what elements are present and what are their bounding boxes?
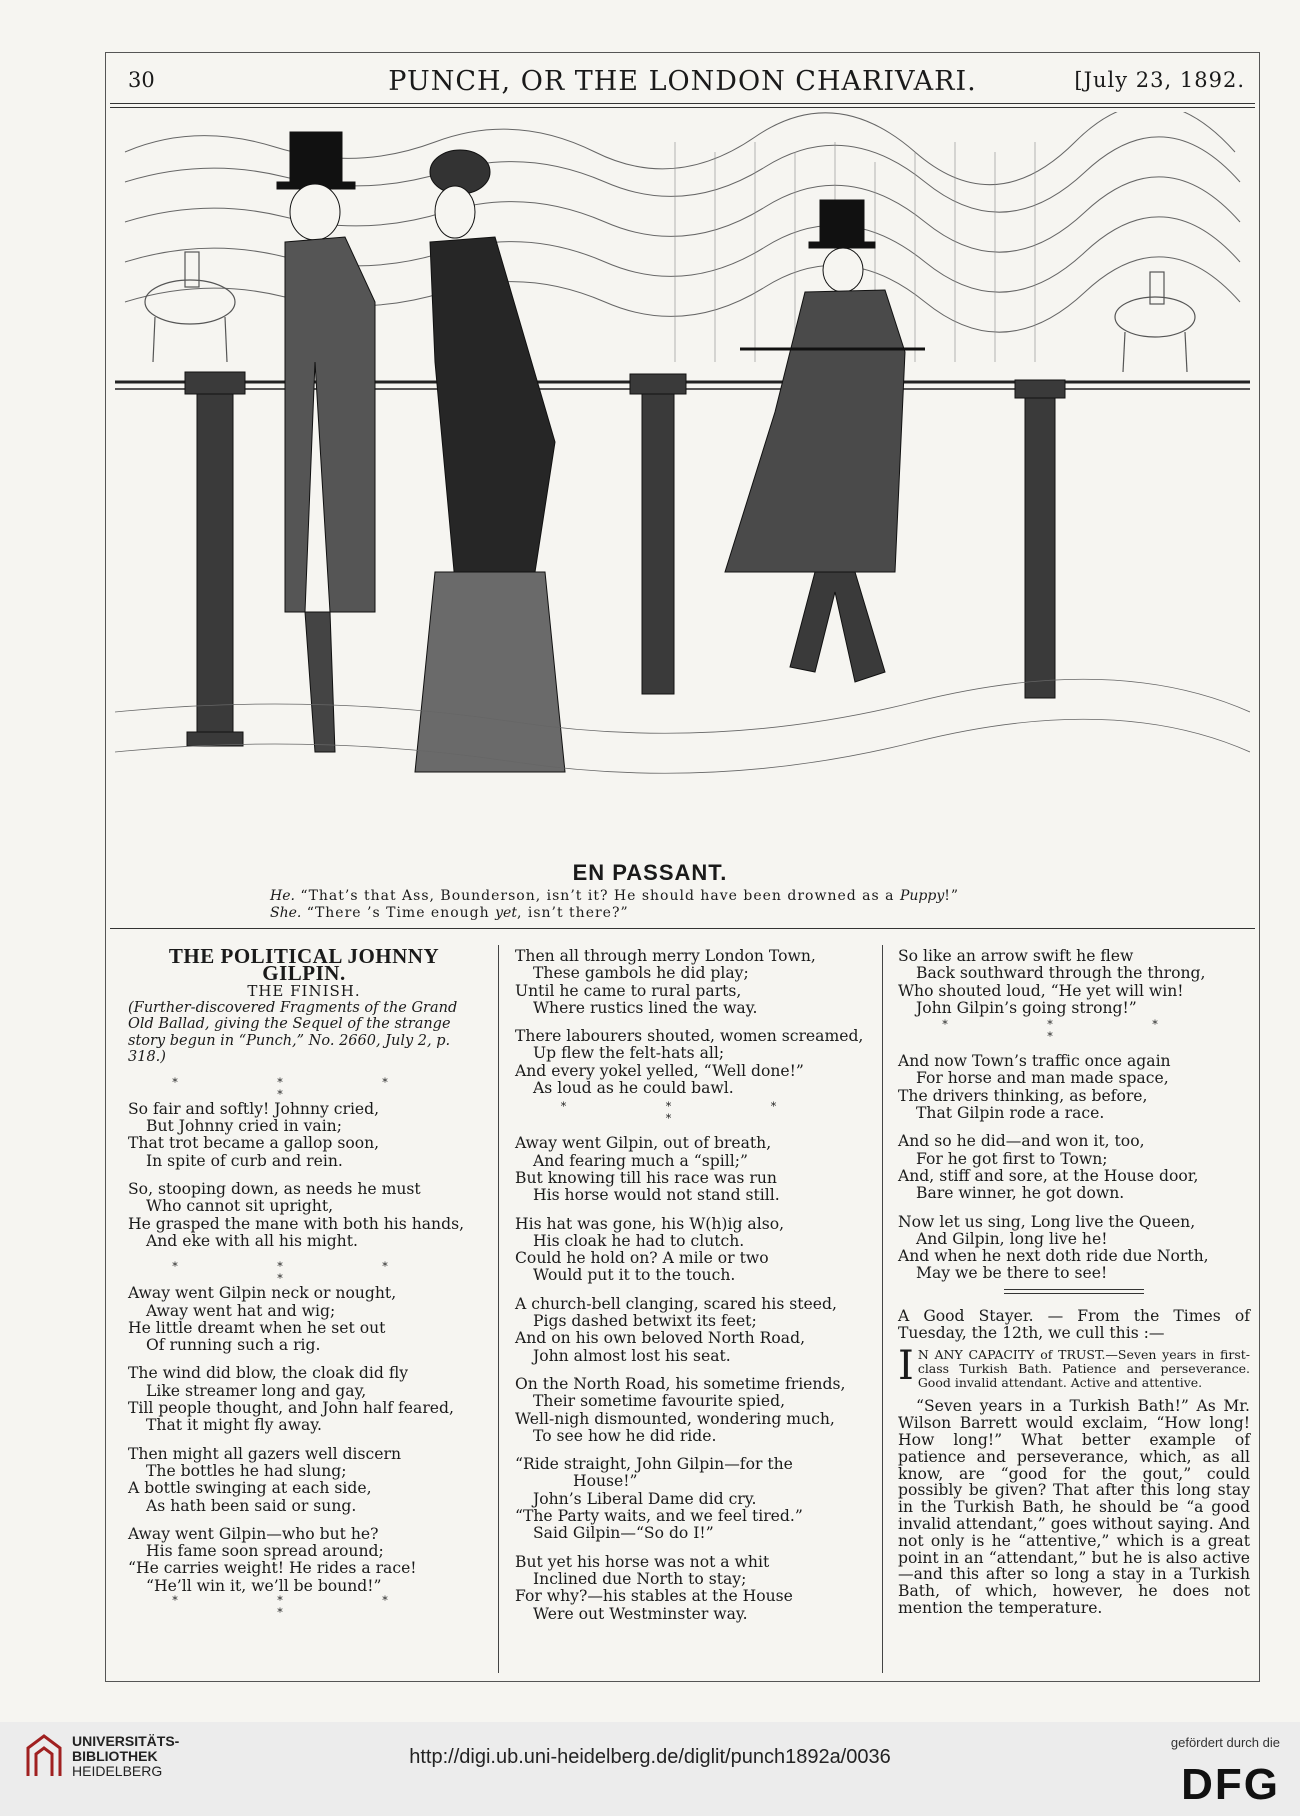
verse-line: Away went Gilpin neck or nought, xyxy=(128,1284,397,1303)
caption-she-end: , isn’t there?” xyxy=(516,905,629,921)
caption-he-text: “That’s that Ass, Bounderson, isn’t it? He should have been drowned as a xyxy=(300,888,895,904)
verse-line: And eke with all his might. xyxy=(146,1231,358,1250)
stayer-intro: A Good Stayer. — From the Times of Tuesday, the 12th, we cull this :— xyxy=(898,1306,1250,1343)
column-3 xyxy=(898,948,1250,1617)
stanza xyxy=(515,1456,870,1542)
caption-he-end: !” xyxy=(944,888,960,904)
cartoon-title: EN PASSANT. xyxy=(572,860,728,885)
caption-she xyxy=(270,905,629,921)
stanza xyxy=(128,1365,480,1434)
verse-line: Were out Westminster way. xyxy=(533,1604,748,1623)
verse-line: Away went Gilpin, out of breath, xyxy=(515,1134,772,1153)
verse-line: A church-bell clanging, scared his steed, xyxy=(515,1294,837,1313)
header-rule xyxy=(110,103,1255,104)
verse-line: But Johnny cried in vain; xyxy=(146,1117,342,1136)
verse-line: His hat was gone, his W(h)ig also, xyxy=(515,1214,785,1233)
caption-she-yet: yet xyxy=(495,905,517,921)
verse-line: His fame soon spread around; xyxy=(146,1542,384,1561)
verse-line: “He carries weight! He rides a race! xyxy=(128,1559,417,1578)
stanza xyxy=(515,1376,870,1445)
stanza xyxy=(515,1135,870,1204)
verse-line: So fair and softly! Johnny cried, xyxy=(128,1099,380,1118)
verse-line: Could he hold on? A mile or two xyxy=(515,1249,769,1268)
verse-line: Well-nigh dismounted, wondering much, xyxy=(515,1409,835,1428)
stars-divider: * * * * xyxy=(172,1260,436,1286)
poem-heading: THE POLITICAL JOHNNY GILPIN. xyxy=(168,944,440,986)
verse-line: Away went Gilpin—who but he? xyxy=(128,1524,379,1543)
verse-line: And, stiff and sore, at the House door, xyxy=(898,1166,1199,1185)
verse-line: That Gilpin rode a race. xyxy=(916,1104,1105,1123)
verse-line: And fearing much a “spill;” xyxy=(533,1151,748,1170)
verse-line: Then all through merry London Town, xyxy=(515,947,816,965)
caption-he-puppy: Puppy xyxy=(899,888,945,904)
verse-line: To see how he did ride. xyxy=(533,1426,717,1445)
caption-he xyxy=(270,888,959,904)
verse-line: Who shouted loud, “He yet will win! xyxy=(898,981,1184,1000)
verse-line: And Gilpin, long live he! xyxy=(916,1229,1108,1248)
stanza xyxy=(898,1133,1250,1202)
cartoon-illustration xyxy=(115,112,1250,842)
verse-line: His cloak he had to clutch. xyxy=(533,1231,745,1250)
verse-line: John Gilpin’s going strong!” xyxy=(916,998,1137,1017)
advert-dropcap: I xyxy=(898,1343,914,1390)
stanza xyxy=(898,948,1250,1017)
column-2 xyxy=(515,948,870,1623)
stanza xyxy=(128,1526,480,1595)
verse-line: But yet his horse was not a whit xyxy=(515,1552,770,1571)
verse-line: Up flew the felt-hats all; xyxy=(533,1044,725,1063)
verse-line: Would put it to the touch. xyxy=(533,1266,736,1285)
poem-intro: (Further-discovered Fragments of the Grand Old Ballad, giving the Sequel of the strange story begun in “Punch,” No. 2660, July 2, p. 318.) xyxy=(128,999,458,1066)
page-number: 30 xyxy=(128,68,155,92)
verse-line: Now let us sing, Long live the Queen, xyxy=(898,1212,1196,1231)
column-divider xyxy=(882,945,883,1673)
speaker-he: He. xyxy=(270,888,295,904)
verse-line: As loud as he could bawl. xyxy=(533,1079,734,1098)
verse-line: That trot became a gallop soon, xyxy=(128,1134,380,1153)
verse-line: The drivers thinking, as before, xyxy=(898,1086,1148,1105)
permalink-url[interactable]: http://digi.ub.uni-heidelberg.de/diglit/punch1892a/0036 xyxy=(409,1746,891,1768)
verse-line: And now Town’s traffic once again xyxy=(898,1052,1171,1071)
verse-line: Until he came to rural parts, xyxy=(515,981,742,1000)
verse-line: Bare winner, he got down. xyxy=(916,1184,1125,1203)
verse-line: Pigs dashed betwixt its feet; xyxy=(533,1312,757,1331)
verse-line: A bottle swinging at each side, xyxy=(128,1479,372,1498)
verse-line: Like streamer long and gay, xyxy=(146,1381,367,1400)
verse-line: That it might fly away. xyxy=(146,1416,322,1435)
stanza xyxy=(898,1053,1250,1122)
verse-line: Of running such a rig. xyxy=(146,1336,321,1355)
verse-line: He little dreamt when he set out xyxy=(128,1318,386,1337)
stanza xyxy=(515,1554,870,1623)
column-divider xyxy=(498,945,499,1673)
advert-text: N ANY CAPACITY of TRUST.—Seven years in first-class Turkish Bath. Patience and perseverance. Good invalid attendant. Active and attentive. xyxy=(917,1347,1250,1391)
digital-library-footer xyxy=(0,1722,1300,1816)
verse-line: House!” xyxy=(573,1472,638,1491)
library-name-line: BIBLIOTHEK xyxy=(72,1748,158,1764)
verse-line: Back southward through the throng, xyxy=(916,964,1206,983)
verse-line: For why?—his stables at the House xyxy=(515,1587,793,1606)
funding-note: gefördert durch die xyxy=(1170,1735,1280,1750)
short-rule xyxy=(1004,1289,1144,1294)
library-name-line: UNIVERSITÄTS- xyxy=(72,1733,180,1749)
verse-line: There labourers shouted, women screamed, xyxy=(515,1027,864,1046)
stars-divider: * * * * xyxy=(942,1018,1206,1044)
verse-line: Said Gilpin—“So do I!” xyxy=(533,1524,714,1543)
verse-line: “The Party waits, and we feel tired.” xyxy=(515,1507,803,1526)
verse-line: “Ride straight, John Gilpin—for the xyxy=(515,1455,793,1474)
header-rule xyxy=(110,107,1255,108)
verse-line: John almost lost his seat. xyxy=(533,1346,731,1365)
stars-divider: * * * * xyxy=(172,1075,436,1101)
verse-line: John’s Liberal Dame did cry. xyxy=(533,1489,757,1508)
verse-line: Who cannot sit upright, xyxy=(146,1197,334,1216)
stanza xyxy=(128,1446,480,1515)
dfg-logo: DFG xyxy=(1181,1760,1280,1809)
poem-subheading: THE FINISH. xyxy=(247,981,361,1000)
stanza xyxy=(128,1101,480,1170)
advert-block xyxy=(898,1343,1250,1391)
verse-line: Till people thought, and John half feared, xyxy=(128,1399,454,1418)
verse-line: Where rustics lined the way. xyxy=(533,998,758,1017)
verse-line: And so he did—and won it, too, xyxy=(898,1132,1145,1151)
stanza xyxy=(128,1285,480,1354)
stanza xyxy=(515,1028,870,1097)
stanza xyxy=(515,948,870,1017)
publication-title: PUNCH, OR THE LONDON CHARIVARI. xyxy=(388,66,977,97)
library-name-line: HEIDELBERG xyxy=(72,1763,163,1779)
running-header xyxy=(110,62,1255,102)
verse-line: And when he next doth ride due North, xyxy=(898,1247,1209,1266)
verse-line: As hath been said or sung. xyxy=(146,1496,357,1515)
verse-line: The wind did blow, the cloak did fly xyxy=(128,1364,409,1383)
verse-line: So, stooping down, as needs he must xyxy=(128,1180,421,1199)
verse-line: In spite of curb and rein. xyxy=(146,1151,343,1170)
verse-line: So like an arrow swift he flew xyxy=(898,947,1134,965)
stars-divider: * * * * xyxy=(560,1100,825,1126)
caption-she-text: “There ’s Time enough xyxy=(306,905,490,921)
verse-line: But knowing till his race was run xyxy=(515,1168,777,1187)
column-1 xyxy=(128,944,480,1620)
stayer-body: “Seven years in a Turkish Bath!” As Mr. Wilson Barrett would exclaim, “How long! How long!” What better example of patience and perseverance, which, as all know, are “good for the gout,” could possibly be given? That after this long stay in the Turkish Bath, he should be “a good invalid attendant,” goes without saying. And not only is he “attentive,” which is a great point in an “attendant,” but he is also active—and this after so long a stay in a Turkish Bath, of which, however, he does not mention the temperature. xyxy=(898,1397,1250,1617)
section-rule xyxy=(110,928,1255,929)
verse-line: For he got first to Town; xyxy=(916,1149,1108,1168)
verse-line: He grasped the mane with both his hands, xyxy=(128,1214,465,1233)
stanza xyxy=(515,1296,870,1365)
stanza xyxy=(515,1216,870,1285)
verse-line: For horse and man made space, xyxy=(916,1069,1169,1088)
verse-line: Away went hat and wig; xyxy=(146,1301,336,1320)
stanza xyxy=(128,1181,480,1250)
verse-line: On the North Road, his sometime friends, xyxy=(515,1374,846,1393)
verse-line: “He’ll win it, we’ll be bound!” xyxy=(146,1576,382,1595)
verse-line: And every yokel yelled, “Well done!” xyxy=(515,1061,804,1080)
verse-line: These gambols he did play; xyxy=(533,964,749,983)
verse-line: May we be there to see! xyxy=(916,1264,1108,1283)
verse-line: Their sometime favourite spied, xyxy=(533,1392,786,1411)
stanza xyxy=(898,1214,1250,1283)
verse-line: Then might all gazers well discern xyxy=(128,1444,401,1463)
verse-line: His horse would not stand still. xyxy=(533,1186,780,1205)
stars-divider: * * * * xyxy=(172,1594,436,1620)
speaker-she: She. xyxy=(270,905,302,921)
verse-line: The bottles he had slung; xyxy=(146,1461,347,1480)
issue-date: [July 23, 1892. xyxy=(1074,68,1245,92)
verse-line: And on his own beloved North Road, xyxy=(515,1329,806,1348)
verse-line: Inclined due North to stay; xyxy=(533,1569,747,1588)
